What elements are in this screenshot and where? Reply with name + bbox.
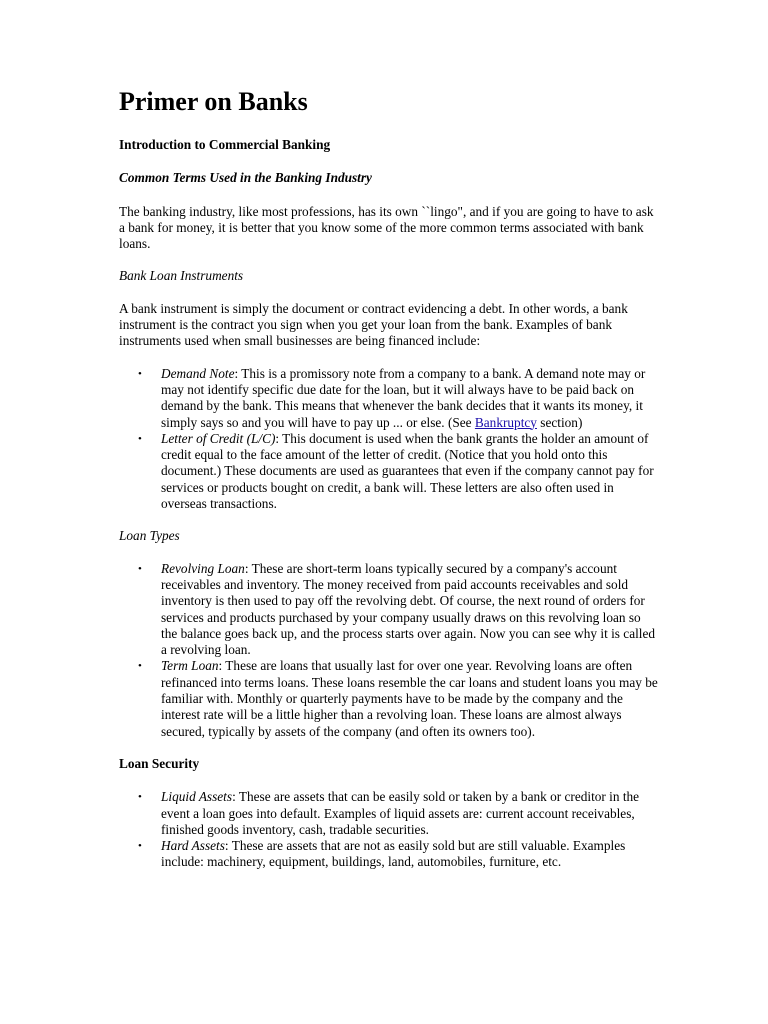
- bullet-icon: •: [138, 791, 142, 804]
- definition-term-loan: : These are loans that usually last for over one year. Revolving loans are often refinanced into terms loans. These loans resemble the car loans and student loans you may be familiar with. Monthly or quarterly payments have to be made by the company and the interest rate will be a little higher than a revolving loan. These loans are almost always secured, typically by assets of the company (and often its owners too).: [161, 658, 658, 739]
- list-item-hard-assets: [138, 838, 659, 871]
- intro-paragraph: The banking industry, like most professions, has its own ``lingo", and if you are going to have to ask a bank for money, it is better that you know some of the more common terms associated with bank loans.: [119, 203, 654, 252]
- loan-security-list: [119, 789, 659, 870]
- term-liquid-assets: Liquid Assets: [161, 789, 233, 805]
- list-item-letter-of-credit: [138, 430, 659, 512]
- list-item-demand-note: [138, 365, 659, 431]
- bullet-icon: •: [138, 840, 142, 853]
- section-heading-bank-loan-instruments: Bank Loan Instruments: [119, 268, 244, 284]
- definition-demand-note-end: section): [536, 414, 583, 430]
- term-letter-of-credit: Letter of Credit (L/C): [161, 430, 276, 446]
- section-heading-loan-types: Loan Types: [119, 528, 180, 544]
- bullet-icon: •: [138, 367, 142, 380]
- term-revolving-loan: Revolving Loan: [161, 560, 245, 576]
- definition-liquid-assets: : These are assets that can be easily sold or taken by a bank or creditor in the event a loan goes into default. Examples of liquid assets are: current account receivables, finished goods inventory, cash, tradable securities.: [161, 789, 640, 837]
- term-demand-note: Demand Note: [161, 365, 235, 381]
- bank-loan-instruments-paragraph: A bank instrument is simply the document or contract evidencing a debt. In other words, a bank instrument is the contract you sign when you get your loan from the bank. Examples of bank instruments used when small businesses are being financed include:: [119, 300, 628, 349]
- subtitle: Introduction to Commercial Banking: [119, 137, 331, 152]
- definition-revolving-loan: : These are short-term loans typically secured by a company's account receivables and inventory. The money received from paid accounts receivables and sold inventory is then used to pay off the revolving debt. Of course, the next round of orders for services and products purchased by your company usually draws on this revolving loan so the balance goes back up, and the process starts over again. Now you can see why it is called a revolving loan.: [161, 560, 656, 658]
- document-content: [119, 86, 659, 887]
- list-item-liquid-assets: [138, 789, 659, 838]
- bullet-icon: •: [138, 562, 142, 575]
- term-term-loan: Term Loan: [161, 658, 219, 674]
- list-item-revolving-loan: [138, 560, 659, 659]
- bullet-icon: •: [138, 660, 142, 673]
- definition-hard-assets: : These are assets that are not as easily sold but are still valuable. Examples include: machinery, equipment, buildings, land, automobiles, furniture, etc.: [161, 838, 626, 870]
- page-title: Primer on Banks: [119, 87, 308, 116]
- section-heading-common-terms: Common Terms Used in the Banking Industry: [119, 170, 372, 186]
- definition-letter-of-credit: : This document is used when the bank grants the holder an amount of credit equal to the face amount of the letter of credit. (Notice that you hold onto this document.) These documents are used as guarantees that even if the company cannot pay for services or products bought on credit, a bank will. These letters are also often used in overseas transactions.: [161, 430, 654, 512]
- list-item-term-loan: [138, 658, 659, 739]
- definition-demand-note: : This is a promissory note from a company to a bank. A demand note may or may not identify specific due date for the loan, but it will always have to be paid back on demand by the bank. This means that whenever the bank decides that it wants its money, it simply says so and you will have to pay up ... or else. (See: [161, 365, 646, 430]
- section-heading-loan-security: Loan Security: [119, 755, 200, 771]
- bank-loan-instruments-list: [119, 366, 659, 513]
- loan-types-list: [119, 561, 659, 740]
- term-hard-assets: Hard Assets: [161, 838, 225, 854]
- bankruptcy-link[interactable]: Bankruptcy: [474, 414, 537, 430]
- bullet-icon: •: [138, 432, 142, 445]
